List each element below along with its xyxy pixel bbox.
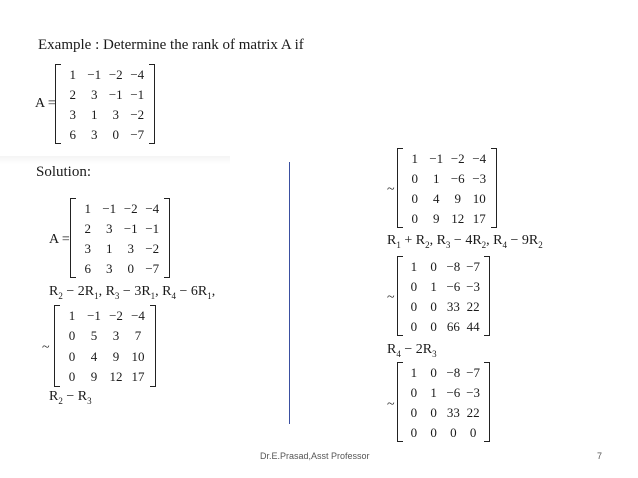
matrix-cell: −6 [446,278,461,294]
matrix-cell: −1 [429,150,444,166]
matrix-cell: 1 [410,258,418,274]
matrix-cell: 0 [430,318,437,334]
operation-text: − 2R [62,284,95,299]
matrix-cell: 3 [112,328,120,344]
matrix-cell: −2 [109,307,123,323]
solution-label: Solution: [36,164,92,180]
matrix-cell: −6 [450,170,465,186]
matrix-cell: 9 [90,369,98,385]
matrix-cell: 3 [112,106,119,122]
matrix-a-label-solution: A = [49,232,70,247]
matrix-cell: 0 [450,424,457,440]
matrix-cell: 4 [433,190,440,206]
matrix-cell: −8 [446,364,461,380]
matrix-cell: 0 [430,404,437,420]
matrix-cell: −1 [102,200,117,216]
matrix-cell: 0 [410,318,418,334]
matrix-cell: −7 [130,126,145,142]
matrix-cell: 0 [430,364,437,380]
matrix-cell: 66 [446,318,460,334]
matrix-cell: 2 [69,86,76,102]
matrix-cell: 1 [411,150,418,166]
matrix-cell: 17 [472,210,486,226]
operation-text: R [387,342,397,357]
matrix-cell: 3 [106,220,113,236]
operation-text: − 4R [450,233,482,248]
matrix-cell: 0 [410,404,418,420]
matrix-cell: 0 [469,424,477,440]
matrix-cell: 0 [411,210,418,226]
matrix-cell: 0 [410,384,418,400]
matrix-cell: −2 [130,106,145,122]
operation-text: , R [98,284,115,299]
matrix-cell: −2 [123,200,138,216]
operation-text: R [49,284,59,299]
row-subscript: 3 [87,395,92,406]
matrix-cell: −4 [131,307,145,323]
matrix-cell: 1 [69,66,76,82]
matrix-cell: −2 [108,66,123,82]
row-subscript: 2 [58,395,63,406]
operation-text: − 2R [400,342,433,357]
matrix-cell: 3 [84,240,91,256]
matrix-cell: 0 [430,424,437,440]
matrix-cell: 44 [466,318,480,334]
row-subscript: 3 [445,239,451,250]
matrix-cell: 9 [112,348,120,364]
matrix-step-2 [397,148,497,228]
matrix-cell: −4 [145,200,160,216]
matrix-cell: −3 [472,170,487,186]
matrix-cell: 0 [127,260,134,276]
row-subscript: 2 [481,239,487,250]
operation-text: R [387,233,397,248]
matrix-cell: 33 [446,404,460,420]
matrix-cell: 12 [451,210,465,226]
matrix-cell: −1 [87,307,101,323]
matrix-cell: −1 [87,66,102,82]
row-subscript: 4 [502,239,507,250]
row-operation-2 [49,389,92,406]
matrix-cell: −1 [130,86,145,102]
row-subscript: 1 [396,239,401,250]
matrix-cell: 3 [127,240,134,256]
matrix-cell: 0 [68,328,76,344]
matrix-cell: −3 [466,278,481,294]
row-subscript: 2 [58,290,63,301]
matrix-cell: −7 [145,260,160,276]
matrix-cell: 17 [131,369,145,385]
matrix-cell: −3 [466,384,481,400]
matrix-cell: −2 [450,150,465,166]
matrix-cell: 1 [433,170,440,186]
matrix-cell: −7 [466,258,481,274]
matrix-cell: 0 [410,424,418,440]
matrix-cell: 0 [430,258,437,274]
matrix-cell: 33 [446,298,460,314]
matrix-a-solution [70,198,170,278]
matrix-cell: 10 [131,348,145,364]
row-subscript: 3 [432,348,437,359]
matrix-cell: 1 [430,278,437,294]
operation-text: , [211,284,216,299]
example-text: Determine the rank of matrix A if [102,37,304,53]
matrix-cell: 3 [106,260,113,276]
matrix-cell: 1 [106,240,113,256]
matrix-cell: −4 [130,66,145,82]
matrix-cell: −1 [123,220,138,236]
matrix-cell: −4 [472,150,487,166]
matrix-cell: 0 [410,278,418,294]
matrix-cell: 7 [134,328,142,344]
matrix-cell: 3 [91,126,98,142]
matrix-cell: 0 [411,170,418,186]
matrix-cell: 0 [68,369,76,385]
operation-text: − 3R [119,284,151,299]
separator-shade [0,156,230,164]
matrix-echelon-form [397,362,490,442]
operation-text: − R [62,389,88,404]
operation-text: − 9R [507,233,539,248]
operation-text: − 6R [176,284,208,299]
matrix-step-3 [397,256,490,336]
matrix-cell: 0 [430,298,437,314]
matrix-cell: 1 [430,384,437,400]
operation-text: R [49,389,59,404]
matrix-cell: 4 [90,348,98,364]
matrix-cell: 0 [112,126,119,142]
matrix-cell: −7 [466,364,481,380]
matrix-cell: 0 [411,190,418,206]
matrix-cell: −2 [145,240,160,256]
row-operation-4 [387,342,437,359]
matrix-cell: 0 [68,348,76,364]
operation-text: , R [429,233,446,248]
row-subscript: 2 [538,239,543,250]
matrix-cell: 22 [466,404,480,420]
matrix-cell: 9 [454,190,461,206]
row-subscript: 1 [207,290,212,301]
matrix-cell: 1 [410,364,418,380]
equivalence-tilde-1: ~ [42,340,50,355]
matrix-a-problem [55,64,155,144]
example-label: Example : [38,37,100,53]
matrix-cell: 9 [433,210,440,226]
row-operation-3 [387,233,543,250]
matrix-cell: −1 [145,220,160,236]
matrix-a-label: A = [35,96,56,111]
matrix-cell: 1 [68,307,76,323]
row-subscript: 3 [114,290,120,301]
row-subscript: 1 [150,290,156,301]
matrix-step-1 [54,305,156,387]
row-operation-1 [49,284,215,301]
footer-author: Dr.E.Prasad,Asst Professor [260,451,370,461]
matrix-cell: 1 [84,200,91,216]
matrix-cell: 3 [91,86,98,102]
row-subscript: 4 [171,290,176,301]
row-subscript: 1 [94,290,99,301]
matrix-cell: −8 [446,258,461,274]
row-subscript: 4 [396,348,401,359]
equivalence-tilde-4: ~ [387,397,395,412]
equivalence-tilde-3: ~ [387,290,395,305]
page-number: 7 [597,451,603,461]
operation-text: , R [486,233,503,248]
matrix-cell: 5 [90,328,98,344]
matrix-cell: 6 [84,260,91,276]
operation-text: + R [400,233,426,248]
matrix-cell: 22 [466,298,480,314]
equivalence-tilde-2: ~ [387,182,395,197]
matrix-cell: 0 [410,298,418,314]
matrix-cell: −1 [108,86,123,102]
matrix-cell: 10 [472,190,486,206]
example-heading [38,37,304,54]
matrix-cell: 6 [69,126,76,142]
row-subscript: 2 [425,239,430,250]
matrix-cell: 12 [109,369,123,385]
matrix-cell: 1 [91,106,98,122]
matrix-cell: 3 [69,106,76,122]
matrix-cell: 2 [84,220,91,236]
matrix-cell: −6 [446,384,461,400]
operation-text: , R [155,284,172,299]
column-divider [289,162,290,424]
